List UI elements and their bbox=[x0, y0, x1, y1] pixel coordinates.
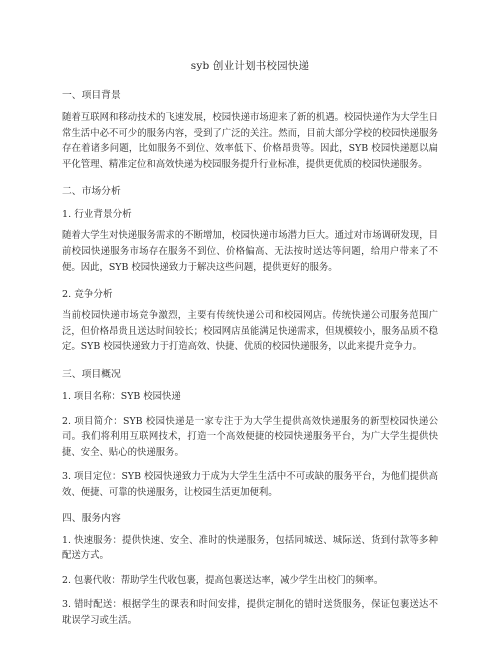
section-heading: 一、项目背景 bbox=[62, 90, 121, 101]
document-title: syb 创业计划书校园快递 bbox=[190, 60, 310, 72]
section-heading: 三、项目概况 bbox=[62, 368, 121, 380]
list-item: 3. 项目定位：SYB 校园快递致力于成为大学生生活中不可或缺的服务平台，为他们提供高效、便捷、可靠的快递服务，让校园生活更加便利。 bbox=[62, 471, 438, 498]
section-heading: 四、服务内容 bbox=[62, 512, 121, 524]
list-item: 1. 项目名称：SYB 校园快递 bbox=[62, 390, 181, 402]
paragraph: 随着大学生对快递服务需求的不断增加，校园快递市场潜力巨大。通过对市场调研发现，目前校园快递服务市场存在服务不到位、价格偏高、无法按时送达等问题，给用户带来了不便。因此，SYB 校园快递致力于解决这些问题，提供更好的服务。 bbox=[62, 230, 438, 273]
section-service-content bbox=[62, 510, 438, 629]
sub-heading: 1. 行业背景分析 bbox=[62, 209, 132, 221]
list-item: 2. 包裹代收：帮助学生代收包裹，提高包裹送达率，减少学生出校门的频率。 bbox=[62, 574, 384, 586]
section-market-analysis bbox=[62, 183, 438, 355]
list-item: 2. 项目简介：SYB 校园快递是一家专注于为大学生提供高效快递服务的新型校园快递公司。我们将利用互联网技术，打造一个高效便捷的校园快递服务平台，为广大学生提供快捷、安全、贴心的快递服务。 bbox=[62, 415, 438, 458]
list-item: 1. 快速服务：提供快速、安全、准时的快递服务，包括同城送、城际送、货到付款等多种配送方式。 bbox=[62, 534, 438, 562]
sub-heading: 2. 竞争分析 bbox=[62, 289, 113, 301]
section-background bbox=[62, 87, 438, 172]
paragraph: 随着互联网和移动技术的飞速发展，校园快递市场迎来了新的机遇。校园快递作为大学生日常生活中必不可少的服务内容，受到了广泛的关注。然而，目前大部分学校的校园快递服务存在着诸多问题，比如服务不到位、效率低下、价格昂贵等。因此，SYB 校园快递愿以扁平化管理、精准定位和高效快递为校园服务提升行业标准，提供更优质的校园快递服务。 bbox=[62, 112, 438, 170]
section-project-overview bbox=[62, 366, 438, 501]
section-heading: 二、市场分析 bbox=[62, 186, 121, 198]
list-item: 3. 错时配送：根据学生的课表和时间安排，提供定制化的错时送货服务，保证包裹送达不耽误学习或生活。 bbox=[62, 599, 438, 626]
paragraph: 当前校园快递市场竞争激烈，主要有传统快递公司和校园网店。传统快递公司服务范围广泛，但价格昂贵且送达时间较长；校园网店虽能满足快递需求，但规模较小，服务品质不稳定。SYB 校园快递致力于打造高效、快捷、优质的校园快递服务，以此来提升竞争力。 bbox=[62, 310, 438, 353]
